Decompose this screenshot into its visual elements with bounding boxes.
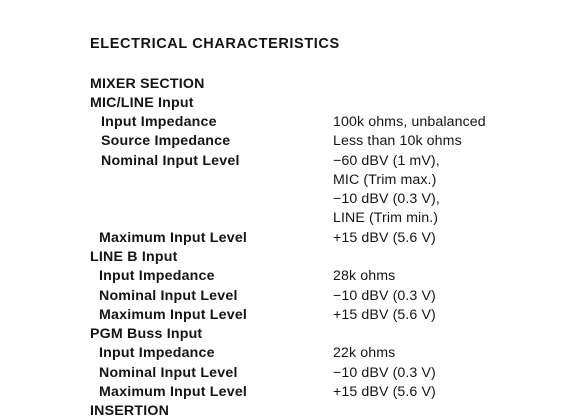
spec-row: [0, 132, 567, 151]
spec-label: Maximum Input Level: [99, 230, 248, 246]
spec-label: Maximum Input Level: [99, 384, 248, 400]
spec-value: Less than 10k ohms: [333, 133, 462, 149]
spec-label: Nominal Input Level: [99, 288, 238, 304]
spec-value: +15 dBV (5.6 V): [333, 230, 436, 246]
spec-value: 22k ohms: [333, 345, 396, 361]
group-heading-row: [0, 94, 567, 113]
group-heading-row: [0, 248, 567, 267]
spec-value: 28k ohms: [333, 268, 396, 284]
document-title: ELECTRICAL CHARACTERISTICS: [90, 36, 340, 52]
group-heading-line-b: LINE B Input: [90, 249, 178, 265]
spec-label: Input Impedance: [99, 268, 215, 284]
spec-label: Input Impedance: [99, 345, 215, 361]
spec-row: [0, 306, 567, 325]
spec-value: −10 dBV (0.3 V): [333, 365, 436, 381]
spec-value: MIC (Trim max.): [333, 172, 437, 188]
spec-row: [0, 287, 567, 306]
spec-label: Input Impedance: [101, 114, 217, 130]
section-heading: MIXER SECTION: [90, 76, 205, 92]
group-heading-insertion: INSERTION: [90, 403, 170, 418]
spec-value-continuation-row: [0, 190, 567, 209]
spec-value-continuation-row: [0, 209, 567, 228]
spec-label: Nominal Input Level: [101, 153, 240, 169]
spec-row: [0, 383, 567, 402]
spec-label: Nominal Input Level: [99, 365, 238, 381]
spec-label: Source Impedance: [101, 133, 231, 149]
spec-row: [0, 344, 567, 363]
spec-value: +15 dBV (5.6 V): [333, 384, 436, 400]
group-heading-row: [0, 402, 567, 418]
spec-row: [0, 364, 567, 383]
spec-value: −10 dBV (0.3 V): [333, 288, 436, 304]
section-heading-row: [0, 75, 567, 94]
group-heading-row: [0, 325, 567, 344]
spec-value: +15 dBV (5.6 V): [333, 307, 436, 323]
spec-row: [0, 229, 567, 248]
spec-value: −60 dBV (1 mV),: [333, 153, 440, 169]
spec-row: [0, 113, 567, 132]
spec-value: −10 dBV (0.3 V),: [333, 191, 440, 207]
spec-value: LINE (Trim min.): [333, 210, 439, 226]
spec-label: Maximum Input Level: [99, 307, 248, 323]
spec-row: [0, 267, 567, 286]
group-heading-pgm-buss: PGM Buss Input: [90, 326, 203, 342]
group-heading-mic-line: MIC/LINE Input: [90, 95, 194, 111]
spec-value: 100k ohms, unbalanced: [333, 114, 486, 130]
spec-row: [0, 152, 567, 171]
spec-value-continuation-row: [0, 171, 567, 190]
